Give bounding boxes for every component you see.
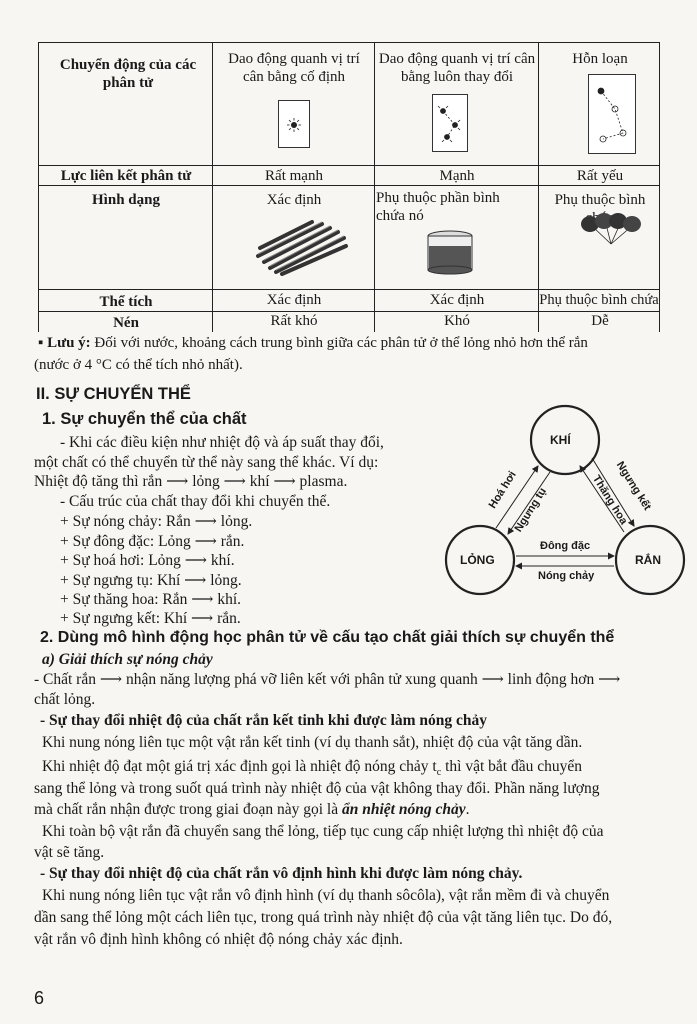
- cell-compress-solid: Rất khó: [270, 313, 318, 329]
- text-line: Khi nhiệt độ đạt một giá trị xác định gọi là nhiệt độ nóng chảy $t_c$ thì vật bắt đầu chuyển: [42, 758, 582, 779]
- table-line: [212, 42, 213, 332]
- deposit-label: Ngưng kết: [613, 459, 654, 513]
- phase-transition-diagram: [440, 400, 690, 612]
- gas-molecule-illustration: [588, 74, 636, 154]
- cell-force-solid: Rất mạnh: [265, 168, 323, 184]
- text-line: vật rắn vô định hình không có nhiệt độ nóng chảy xác định.: [34, 931, 403, 948]
- vibrating-molecule-icon: [279, 101, 309, 147]
- solid-label: RẮN: [635, 553, 661, 567]
- heading-amorphous: - Sự thay đổi nhiệt độ của chất rắn vô định hình khi được làm nóng chảy.: [40, 865, 523, 882]
- text-line: - Chất rắn ⟶ nhận năng lượng phá vỡ liên kết với phân tử xung quanh ⟶ linh động hơn ⟶: [34, 671, 621, 688]
- table-line: [38, 165, 660, 166]
- cell-volume-gas: Phụ thuộc bình chứa: [539, 292, 659, 308]
- cell-motion-liquid: Dao động quanh vị trí cân bằng luôn thay đổi: [378, 51, 536, 85]
- text-line: - Cấu trúc của chất thay đổi khi chuyển thể.: [60, 493, 331, 510]
- cell-volume-liquid: Xác định: [429, 292, 485, 308]
- row-header-motion: Chuyển động của các phân tử: [59, 57, 197, 91]
- list-item: + Sự đông đặc: Lỏng ⟶ rắn.: [60, 533, 245, 550]
- text-line: - Khi các điều kiện như nhiệt độ và áp suất thay đổi,: [60, 434, 384, 451]
- states-comparison-table: [38, 42, 660, 332]
- cell-motion-gas: Hỗn loạn: [572, 51, 628, 67]
- cell-shape-solid: Xác định: [266, 192, 322, 208]
- vaporize-label: Hoá hơi: [486, 469, 519, 511]
- cell-motion-solid: Dao động quanh vị trí cân bằng cố định: [228, 51, 360, 85]
- text-line: chất lỏng.: [34, 691, 96, 708]
- liquid-jar-image: [424, 228, 476, 276]
- table-line: [38, 289, 660, 290]
- cell-shape-liquid: Phụ thuộc phần bình chứa nó: [376, 190, 500, 224]
- subsection-2-title: 2. Dùng mô hình động học phân tử về cấu tạo chất giải thích sự chuyển thể: [40, 629, 615, 646]
- row-header-shape: Hình dạng: [92, 192, 160, 208]
- table-line: [374, 42, 375, 332]
- row-header-compress: Nén: [113, 315, 139, 331]
- text-line: Khi nung nóng liên tục vật rắn vô định hình (ví dụ thanh sôcôla), vật rắn mềm đi và chuyển: [42, 887, 610, 904]
- subsection-1-title: 1. Sự chuyển thể của chất: [42, 410, 247, 428]
- note-line-1: ▪ Lưu ý: Đối với nước, khoảng cách trung bình giữa các phân tử ở thể lỏng nhỏ hơn thể rắn: [38, 335, 588, 351]
- text-line: Khi toàn bộ vật rắn đã chuyển sang thể lỏng, tiếp tục cung cấp nhiệt lượng thì nhiệt độ của: [42, 823, 604, 840]
- melt-label: Nóng chảy: [538, 570, 595, 582]
- latent-heat-term: ẩn nhiệt nóng chảy: [342, 801, 466, 818]
- random-molecule-icon: [589, 75, 635, 153]
- row-header-volume: Thể tích: [99, 294, 153, 310]
- liquid-label: LỎNG: [460, 553, 495, 567]
- list-item: + Sự ngưng tụ: Khí ⟶ lỏng.: [60, 572, 242, 589]
- table-line: [38, 185, 660, 186]
- table-line: [659, 42, 660, 332]
- page-number: 6: [34, 988, 45, 1008]
- liquid-molecule-illustration: [432, 94, 468, 152]
- cell-compress-gas: Dễ: [591, 313, 609, 329]
- list-item: + Sự nóng chảy: Rắn ⟶ lỏng.: [60, 513, 253, 530]
- list-item: + Sự hoá hơi: Lỏng ⟶ khí.: [60, 552, 235, 569]
- list-item: + Sự thăng hoa: Rắn ⟶ khí.: [60, 591, 242, 608]
- note-line-2: (nước ở 4 °C có thể tích nhỏ nhất).: [34, 357, 243, 373]
- table-line: [38, 42, 660, 43]
- text-line: Nhiệt độ tăng thì rắn ⟶ lỏng ⟶ khí ⟶ plasma.: [34, 473, 348, 490]
- list-item: + Sự ngưng kết: Khí ⟶ rắn.: [60, 610, 241, 627]
- moving-molecule-icon: [433, 95, 467, 151]
- cell-shape-gas: Phụ thuộc bình: [554, 192, 646, 208]
- table-line: [38, 42, 39, 332]
- condense-label: Ngưng tụ: [512, 485, 549, 535]
- steel-rebar-image: [252, 214, 350, 276]
- solid-molecule-illustration: [278, 100, 310, 148]
- section-title: II. SỰ CHUYỂN THỂ: [36, 385, 191, 403]
- heading-crystalline: - Sự thay đổi nhiệt độ của chất rắn kết tinh khi được làm nóng chảy: [40, 712, 488, 729]
- text-line: một chất có thể chuyển từ thể này sang thể khác. Ví dụ:: [34, 454, 379, 471]
- balloons-image: [578, 212, 644, 248]
- text-line: mà chất rắn nhận được trong giai đoạn này gọi là ẩn nhiệt nóng chảy.: [34, 801, 470, 818]
- cell-force-gas: Rất yếu: [576, 168, 624, 184]
- table-line: [538, 42, 539, 332]
- freeze-label: Đông đặc: [540, 540, 591, 552]
- gas-label: KHÍ: [550, 433, 571, 447]
- text-line: sang thể lỏng và trong suốt quá trình này nhiệt độ của vật không thay đổi. Phần năng lượng: [34, 780, 600, 797]
- text-line: vật sẽ tăng.: [34, 844, 105, 861]
- sublime-label: Thăng hoa: [589, 473, 630, 527]
- text-line: dần sang thể lỏng một cách liên tục, trong quá trình này nhiệt độ của vật tăng liên tục. Do đó,: [34, 909, 613, 926]
- text-line: Khi nung nóng liên tục một vật rắn kết tinh (ví dụ thanh sắt), nhiệt độ của vật tăng dần.: [42, 734, 583, 751]
- cell-volume-solid: Xác định: [266, 292, 322, 308]
- cell-compress-liquid: Khó: [444, 313, 470, 329]
- note-label: ▪ Lưu ý:: [38, 335, 91, 351]
- row-header-force: Lực liên kết phân tử: [60, 168, 192, 184]
- cell-force-liquid: Mạnh: [439, 168, 475, 184]
- part-a-title: a) Giải thích sự nóng chảy: [42, 651, 213, 668]
